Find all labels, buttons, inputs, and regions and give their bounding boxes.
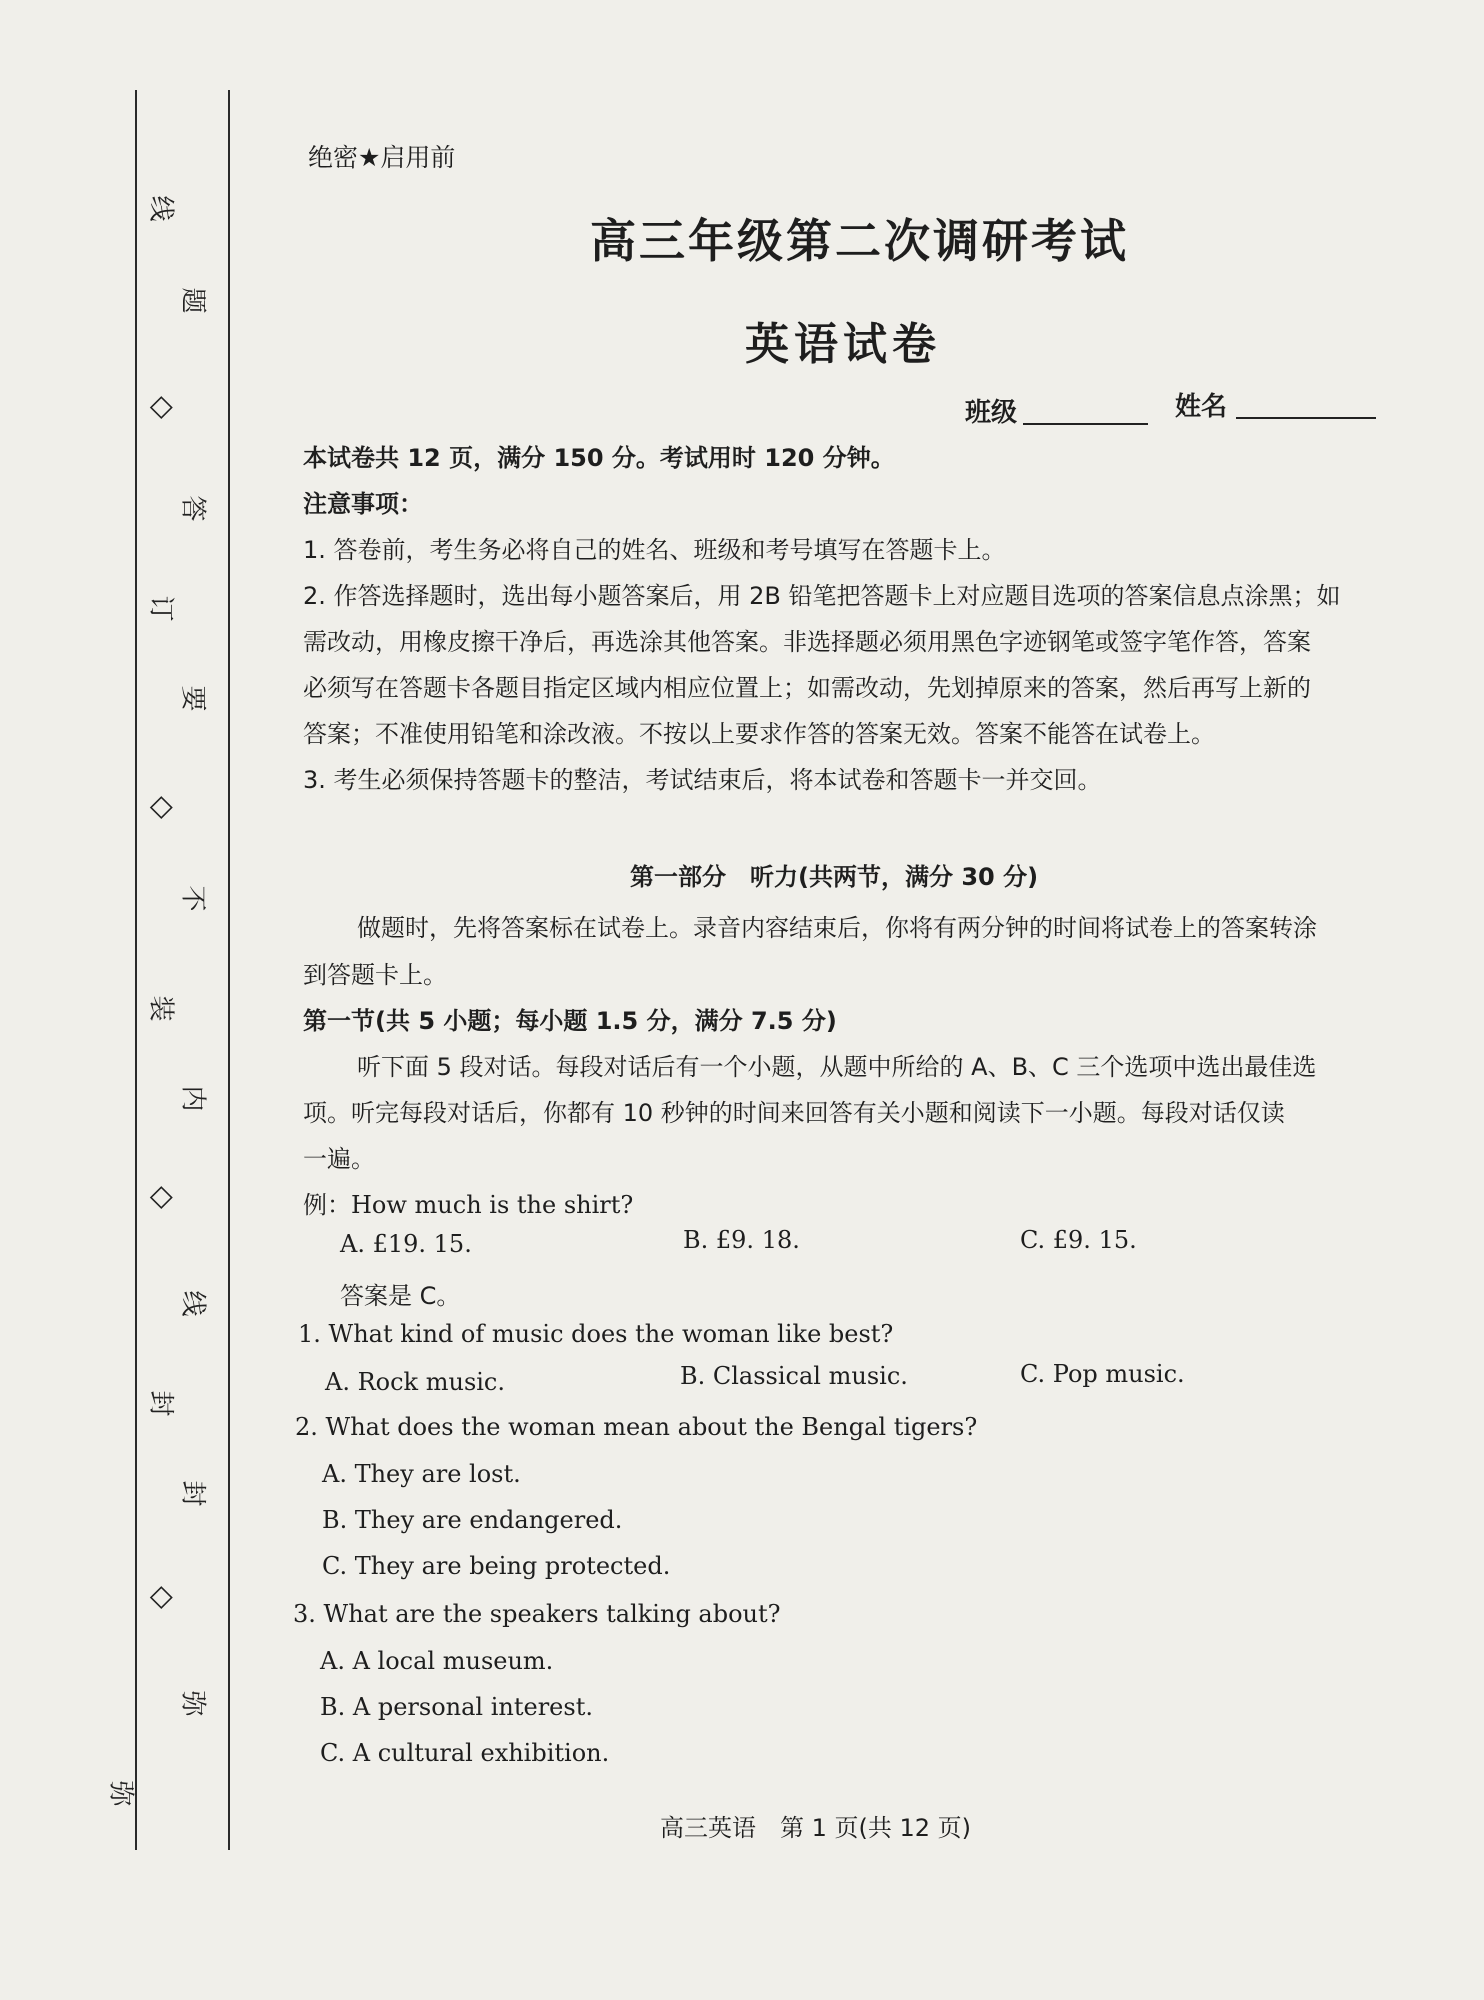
q3-option-b: B. A personal interest. <box>320 1693 593 1721</box>
binding-char: 装 <box>145 995 176 1022</box>
binding-diamond-icon: ◇ <box>145 395 181 420</box>
binding-char: 封 <box>145 1390 176 1417</box>
page-footer: 高三英语 第 1 页(共 12 页) <box>660 1814 972 1842</box>
q1-option-c: C. Pop music. <box>1020 1360 1185 1388</box>
binding-diamond-icon: ◇ <box>145 1185 181 1210</box>
class-blank <box>1023 423 1148 425</box>
part1-instruction: 到答题卡上。 <box>303 961 447 989</box>
example-answer: 答案是 C。 <box>340 1282 461 1310</box>
binding-char: 不 <box>177 885 208 912</box>
example-option-b: B. £9. 18. <box>683 1226 800 1254</box>
example-question: 例：How much is the shirt? <box>303 1191 634 1219</box>
binding-char: 题 <box>177 287 208 314</box>
part1-heading: 第一部分 听力(共两节，满分 30 分) <box>630 863 1039 891</box>
binding-diamond-icon: ◇ <box>145 795 181 820</box>
question-1: 1. What kind of music does the woman like best? <box>298 1320 894 1348</box>
exam-subtitle: 英语试卷 <box>745 319 941 370</box>
binding-char: 答 <box>177 495 208 522</box>
binding-char: 要 <box>177 685 208 712</box>
section1-heading: 第一节(共 5 小题；每小题 1.5 分，满分 7.5 分) <box>303 1007 837 1035</box>
exam-intro: 本试卷共 12 页，满分 150 分。考试用时 120 分钟。 <box>303 444 895 472</box>
question-3: 3. What are the speakers talking about? <box>293 1600 781 1628</box>
binding-char: 订 <box>145 595 176 622</box>
exam-title: 高三年级第二次调研考试 <box>590 214 1129 268</box>
q2-option-c: C. They are being protected. <box>322 1552 671 1580</box>
notice-line: 需改动，用橡皮擦干净后，再选涂其他答案。非选择题必须用黑色字迹钢笔或签字笔作答，答案 <box>303 628 1311 656</box>
q3-option-c: C. A cultural exhibition. <box>320 1739 610 1767</box>
part1-instruction: 做题时，先将答案标在试卷上。录音内容结束后，你将有两分钟的时间将试卷上的答案转涂 <box>357 914 1317 942</box>
name-blank <box>1236 417 1376 419</box>
binding-char: 线 <box>145 195 176 222</box>
q2-option-a: A. They are lost. <box>322 1460 521 1488</box>
section1-instruction: 一遍。 <box>303 1145 375 1173</box>
binding-char: 内 <box>177 1085 208 1112</box>
question-2: 2. What does the woman mean about the Bengal tigers? <box>295 1413 978 1441</box>
q1-option-b: B. Classical music. <box>680 1362 908 1390</box>
binding-char: 线 <box>177 1290 208 1317</box>
notice-line: 必须写在答题卡各题目指定区域内相应位置上；如需改动，先划掉原来的答案，然后再写上新的 <box>303 674 1311 702</box>
binding-diamond-icon: ◇ <box>145 1585 181 1610</box>
example-option-c: C. £9. 15. <box>1020 1226 1137 1254</box>
q1-option-a: A. Rock music. <box>325 1368 505 1396</box>
binding-line-left <box>135 90 137 1850</box>
example-option-a: A. £19. 15. <box>340 1230 472 1258</box>
notice-line: 3. 考生必须保持答题卡的整洁，考试结束后，将本试卷和答题卡一并交回。 <box>303 766 1102 794</box>
binding-line-right <box>228 90 230 1850</box>
binding-char: 弥 <box>105 1780 136 1807</box>
bleed-through <box>1224 130 1424 144</box>
notice-line: 2. 作答选择题时，选出每小题答案后，用 2B 铅笔把答题卡上对应题目选项的答案信息点涂黑；如 <box>303 582 1341 610</box>
q3-option-a: A. A local museum. <box>320 1647 554 1675</box>
notice-line: 1. 答卷前，考生务必将自己的姓名、班级和考号填写在答题卡上。 <box>303 536 1006 564</box>
binding-char: 弥 <box>177 1690 208 1717</box>
notice-title: 注意事项： <box>303 490 423 518</box>
section1-instruction: 听下面 5 段对话。每段对话后有一个小题，从题中所给的 A、B、C 三个选项中选出最佳选 <box>357 1053 1317 1081</box>
binding-char: 封 <box>177 1480 208 1507</box>
notice-line: 答案；不准使用铅笔和涂改液。不按以上要求作答的答案无效。答案不能答在试卷上。 <box>303 720 1215 748</box>
section1-instruction: 项。听完每段对话后，你都有 10 秒钟的时间来回答有关小题和阅读下一小题。每段对话仅读 <box>303 1099 1285 1127</box>
name-label: 姓名 <box>1175 392 1228 422</box>
confidential-mark: 绝密★启用前 <box>308 143 456 172</box>
class-label: 班级 <box>965 398 1018 428</box>
q2-option-b: B. They are endangered. <box>322 1506 623 1534</box>
